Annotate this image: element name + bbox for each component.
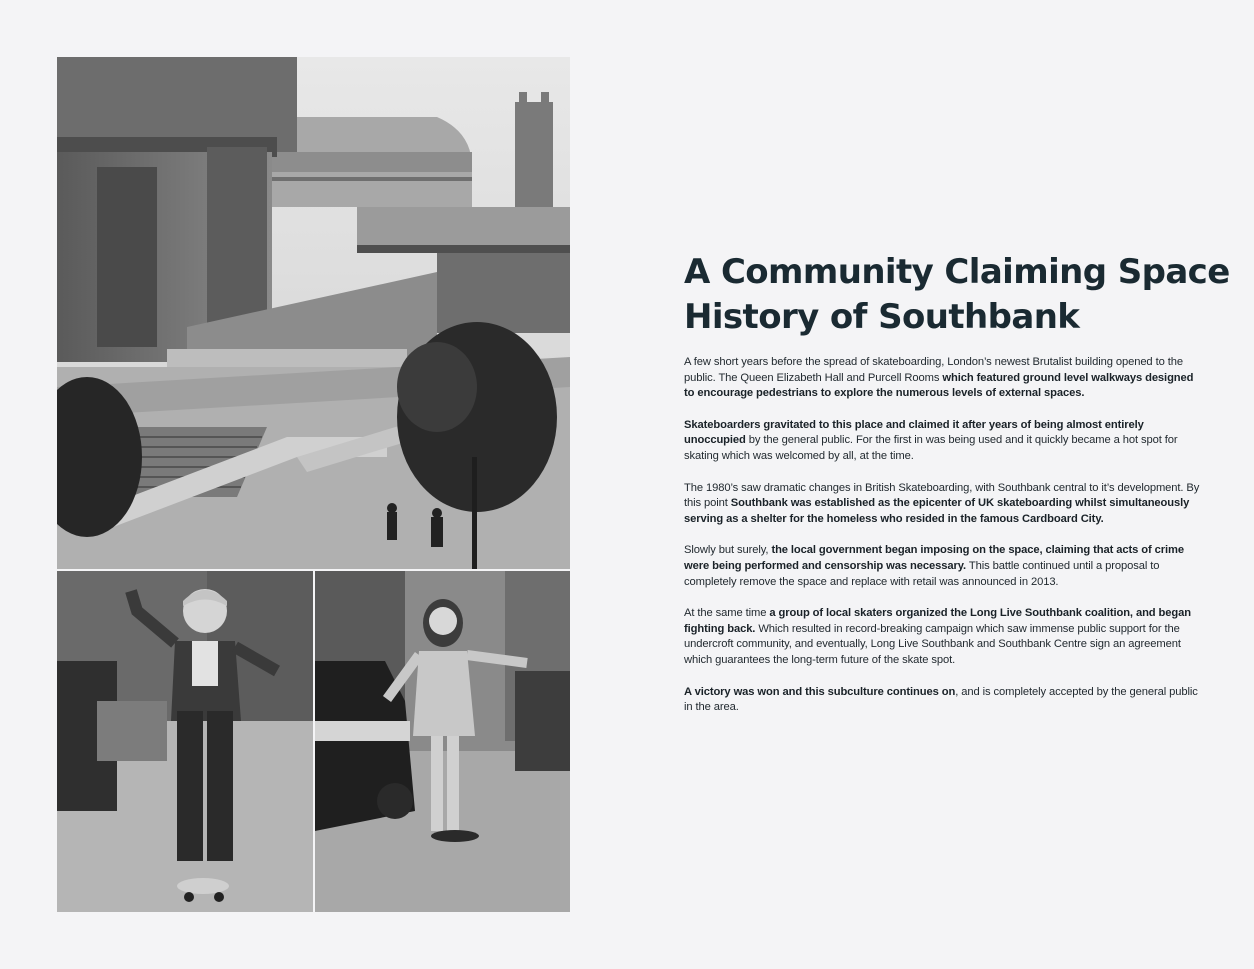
article-title xyxy=(684,250,1230,340)
p2-text: by the general public. For the first in was being used and it quickly became a hot spot for skating which was welcomed by all, at the time. xyxy=(684,434,1178,462)
p3-text: The 1980’s saw dramatic changes in British Skateboarding, with Southbank central to it’s development. By this point xyxy=(684,481,1200,510)
p4-bold: the local government began imposing on the space, claiming that acts of crime were being performed and censorship was necessary. xyxy=(684,544,1184,572)
p4-text-c: This battle continued until a proposal to completely remove the space and replace with retail was announced in 2013. xyxy=(684,559,1160,588)
southbank-brutalist-building-photo xyxy=(57,57,570,569)
boy-skateboarding-photo xyxy=(57,571,313,912)
p3-bold: Southbank was established as the epicenter of UK skateboarding whilst simultaneously serving as a shelter for the homeless who resided in the famous Cardboard City. xyxy=(684,497,1190,525)
paragraph-2 xyxy=(684,418,1200,465)
title-line-1: A Community Claiming Space xyxy=(684,252,1230,292)
p1-text: A few short years before the spread of skateboarding, London’s newest Brutalist building opened to the public. The Queen Elizabeth Hall and Purcell Rooms xyxy=(684,356,1183,384)
p5-bold: a group of local skaters organized the Long Live Southbank coalition, and began fighting back. xyxy=(684,607,1191,635)
p6-bold: A victory was won and this subculture continues on xyxy=(684,685,956,698)
p6-text: , and is completely accepted by the general public in the area. xyxy=(684,685,1198,714)
p5-text-a: At the same time xyxy=(684,607,770,620)
paragraph-1 xyxy=(684,355,1200,402)
p4-text-a: Slowly but surely, xyxy=(684,544,772,557)
paragraph-3 xyxy=(684,481,1200,528)
p2-bold: Skateboarders gravitated to this place and claimed it after years of being almost entirely unoccupied xyxy=(684,418,1144,447)
paragraph-4 xyxy=(684,543,1200,590)
title-line-2: History of Southbank xyxy=(684,297,1080,337)
p1-bold: which featured ground level walkways designed to encourage pedestrians to explore the numerous levels of external spaces. xyxy=(684,371,1194,400)
girl-skateboarding-photo xyxy=(315,571,570,912)
paragraph-6 xyxy=(684,685,1200,716)
article xyxy=(684,250,1230,732)
p5-text-c: Which resulted in record-breaking campaign which saw immense public support for the undercroft community, and eventually, Long Live Southbank and Southbank Centre sign an agreement which guarantees the long-term future of the skate spot. xyxy=(684,622,1181,666)
paragraph-5 xyxy=(684,606,1200,668)
